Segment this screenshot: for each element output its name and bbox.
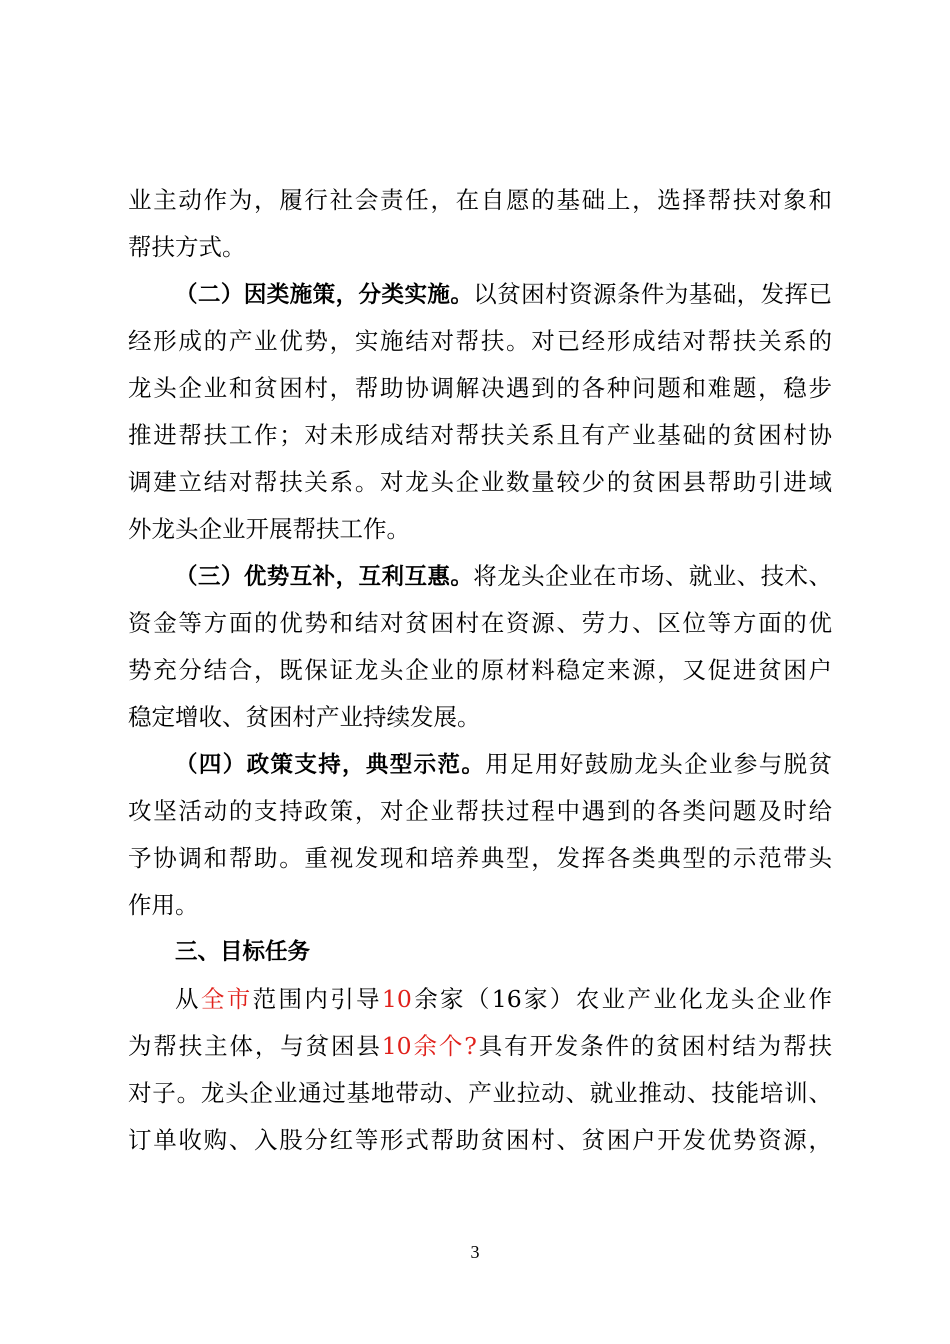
body-text: 将龙头企业在市场、就业、技术、: [473, 562, 832, 590]
body-line: 稳定增收、贫困村产业持续发展。: [128, 703, 481, 731]
page-number: 3: [470, 1242, 480, 1262]
section-heading: （三）优势互补，互利互惠。: [175, 564, 474, 590]
body-line: 推进帮扶工作；对未形成结对帮扶关系且有产业基础的贫困村协: [128, 421, 832, 449]
body-text: 为帮扶主体，与贫困县: [128, 1032, 382, 1060]
body-text: 以贫困村资源条件为基础，发挥已: [473, 280, 832, 308]
body-line: 势充分结合，既保证龙头企业的原材料稳定来源，又促进贫困户: [128, 656, 832, 684]
body-text: 从: [175, 985, 201, 1013]
body-text: 范围内引导: [252, 985, 382, 1013]
body-line: 予协调和帮助。重视发现和培养典型，发挥各类典型的示范带头: [128, 844, 832, 872]
chapter-heading: 三、目标任务: [175, 939, 311, 965]
highlight-text: 10余个?: [381, 1032, 477, 1060]
highlight-text: 10: [381, 985, 412, 1013]
body-line: 业主动作为，履行社会责任，在自愿的基础上，选择帮扶对象和: [128, 186, 832, 214]
body-text: 余家（16家）农业产业化龙头企业作: [411, 985, 833, 1013]
section-paragraph: [175, 274, 832, 314]
body-line: 经形成的产业优势，实施结对帮扶。对已经形成结对帮扶关系的: [128, 327, 832, 355]
highlight-text: 全市: [200, 985, 253, 1013]
section-paragraph: [175, 556, 832, 596]
body-line: 调建立结对帮扶关系。对龙头企业数量较少的贫困县帮助引进域: [128, 468, 832, 496]
body-line: 资金等方面的优势和结对贫困村在资源、劳力、区位等方面的优: [128, 609, 832, 637]
body-text: 具有开发条件的贫困村结为帮扶: [476, 1032, 833, 1060]
body-line: 帮扶方式。: [128, 233, 246, 261]
section-heading: （二）因类施策，分类实施。: [175, 282, 474, 308]
body-line: 作用。: [128, 891, 199, 919]
body-text: 用足用好鼓励龙头企业参与脱贫: [485, 750, 832, 778]
body-line: 龙头企业和贫困村，帮助协调解决遇到的各种问题和难题，稳步: [128, 374, 832, 402]
body-line: 攻坚活动的支持政策，对企业帮扶过程中遇到的各类问题及时给: [128, 797, 832, 825]
body-line: 对子。龙头企业通过基地带动、产业拉动、就业推动、技能培训、: [128, 1079, 832, 1107]
body-line: 外龙头企业开展帮扶工作。: [128, 515, 410, 543]
section-heading: （四）政策支持，典型示范。: [175, 752, 486, 778]
body-line: 订单收购、入股分红等形式帮助贫困村、贫困户开发优势资源，: [128, 1126, 832, 1154]
body-line: [128, 1026, 832, 1066]
section-paragraph: [175, 744, 832, 784]
body-line: [175, 979, 832, 1019]
